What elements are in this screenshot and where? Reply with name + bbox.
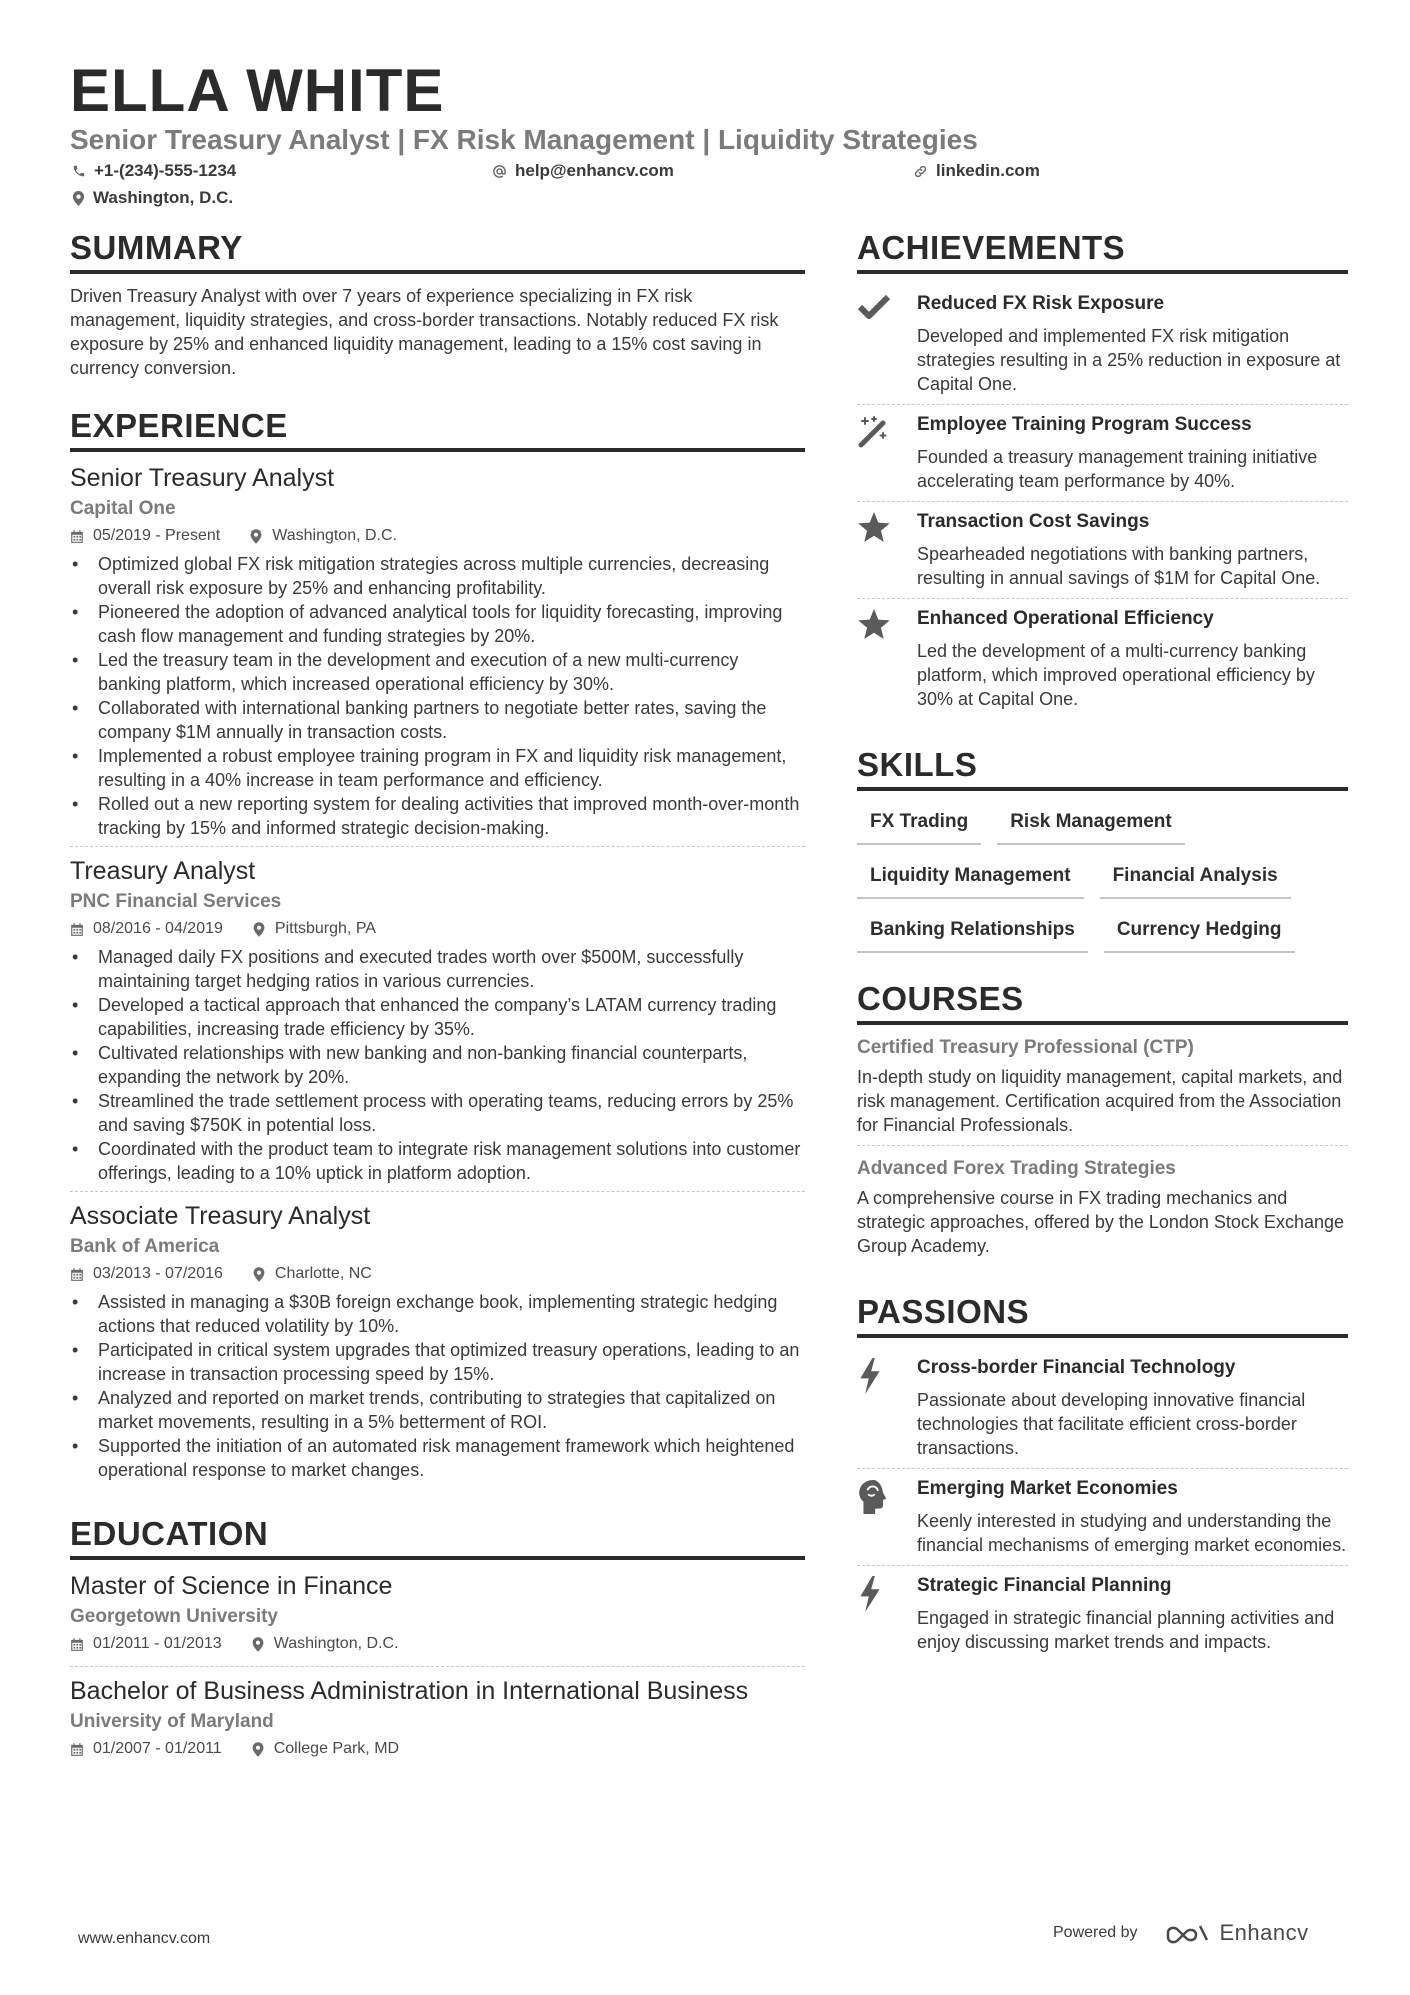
location-pin-icon bbox=[253, 1267, 265, 1282]
calendar-icon bbox=[70, 1637, 84, 1652]
at-icon bbox=[492, 164, 507, 179]
company-name: Bank of America bbox=[70, 1236, 220, 1257]
job-entry bbox=[70, 462, 805, 847]
bullet-item: • Developed a tactical approach that enhanced the company’s LATAM currency trading capabilities, increasing trade efficiency by 35%. bbox=[70, 993, 805, 1041]
achievement-desc: Spearheaded negotiations with banking partners, resulting in annual savings of $1M for Capital One. bbox=[917, 544, 1321, 588]
calendar-icon bbox=[70, 529, 84, 544]
education-dates: 01/2007 - 01/2011 bbox=[93, 1740, 222, 1757]
passions-section bbox=[857, 1292, 1348, 1662]
passion-desc: Passionate about developing innovative financial technologies that facilitate efficient cross-border transactions. bbox=[917, 1390, 1306, 1458]
courses-section bbox=[857, 979, 1348, 1266]
headline: Senior Treasury Analyst | FX Risk Management | Liquidity Strategies bbox=[70, 124, 978, 155]
job-location-text: Pittsburgh, PA bbox=[274, 920, 376, 937]
lightning-icon bbox=[857, 1576, 883, 1612]
skill-tag: Currency Hedging bbox=[1104, 911, 1295, 953]
school-name: Georgetown University bbox=[70, 1606, 278, 1627]
education-entry bbox=[70, 1675, 805, 1771]
job-location bbox=[253, 1263, 372, 1285]
company-name: PNC Financial Services bbox=[70, 891, 282, 912]
education-location-text: College Park, MD bbox=[273, 1740, 400, 1757]
achievement-item bbox=[857, 284, 1348, 405]
summary-title: SUMMARY bbox=[70, 228, 805, 274]
calendar-icon bbox=[70, 1267, 84, 1282]
powered-by-text: Powered by bbox=[1053, 1924, 1138, 1941]
job-bullets bbox=[70, 552, 805, 840]
achievement-title: Reduced FX Risk Exposure bbox=[917, 293, 1165, 314]
job-location bbox=[253, 918, 376, 940]
passion-item bbox=[857, 1348, 1348, 1469]
skill-tag: Banking Relationships bbox=[857, 911, 1088, 953]
skill-tag: Financial Analysis bbox=[1100, 857, 1291, 899]
achievement-item bbox=[857, 405, 1348, 502]
passion-title: Cross-border Financial Technology bbox=[917, 1357, 1236, 1378]
job-title: Associate Treasury Analyst bbox=[70, 1202, 371, 1230]
bullet-item: • Managed daily FX positions and executed trades worth over $500M, successfully maintaining target hedging ratios in various currencies. bbox=[70, 945, 805, 993]
calendar-icon bbox=[70, 1742, 84, 1757]
star-icon bbox=[857, 512, 891, 544]
job-dates: 08/2016 - 04/2019 bbox=[93, 920, 223, 937]
course-desc: A comprehensive course in FX trading mechanics and strategic approaches, offered by the London Stock Exchange Group Academy. bbox=[857, 1188, 1344, 1256]
job-entry bbox=[70, 1200, 805, 1488]
achievement-title: Transaction Cost Savings bbox=[917, 511, 1150, 532]
lightning-icon bbox=[857, 1358, 883, 1394]
brand-name: Enhancv bbox=[1219, 1920, 1309, 1945]
job-meta bbox=[70, 1263, 805, 1285]
star-icon bbox=[857, 609, 891, 641]
bullet-item: • Analyzed and reported on market trends, contributing to strategies that capitalized on market movements, resulting in a 5% betterment of ROI. bbox=[70, 1386, 805, 1434]
education-location bbox=[252, 1738, 399, 1760]
degree-title: Master of Science in Finance bbox=[70, 1572, 393, 1600]
contact-phone[interactable] bbox=[72, 160, 236, 182]
course-item bbox=[857, 1156, 1348, 1266]
passion-desc: Engaged in strategic financial planning activities and enjoy discussing market trends and impacts. bbox=[917, 1608, 1335, 1652]
link-icon bbox=[913, 164, 928, 179]
bullet-item: • Optimized global FX risk mitigation strategies across multiple currencies, decreasing overall risk exposure by 25% and enhancing profitability. bbox=[70, 552, 805, 600]
passion-title: Emerging Market Economies bbox=[917, 1478, 1178, 1499]
education-location bbox=[252, 1633, 399, 1655]
bullet-item: • Participated in critical system upgrades that optimized treasury operations, leading to an increase in transaction processing speed by 15%. bbox=[70, 1338, 805, 1386]
contact-email[interactable] bbox=[492, 160, 674, 182]
achievements-title: ACHIEVEMENTS bbox=[857, 228, 1348, 274]
right-column bbox=[857, 228, 1348, 1688]
job-location-text: Charlotte, NC bbox=[274, 1265, 372, 1282]
footer-website[interactable]: www.enhancv.com bbox=[78, 1930, 211, 1947]
location-pin-icon bbox=[253, 922, 265, 937]
enhancv-logo-icon bbox=[1164, 1921, 1210, 1945]
experience-title: EXPERIENCE bbox=[70, 406, 805, 452]
skill-tag: FX Trading bbox=[857, 803, 981, 845]
linkedin-text: linkedin.com bbox=[936, 161, 1040, 180]
job-dates: 05/2019 - Present bbox=[93, 527, 221, 544]
courses-title: COURSES bbox=[857, 979, 1348, 1025]
achievement-title: Employee Training Program Success bbox=[917, 414, 1252, 435]
location-pin-icon bbox=[250, 529, 262, 544]
location-pin-icon bbox=[72, 191, 85, 206]
passion-desc: Keenly interested in studying and understanding the financial mechanisms of emerging market economies. bbox=[917, 1511, 1347, 1555]
footer-branding[interactable] bbox=[1053, 1920, 1309, 1946]
head-brain-icon bbox=[857, 1479, 889, 1515]
job-location bbox=[250, 525, 397, 547]
bullet-item: • Assisted in managing a $30B foreign exchange book, implementing strategic hedging actions that reduced volatility by 10%. bbox=[70, 1290, 805, 1338]
job-dates: 03/2013 - 07/2016 bbox=[93, 1265, 223, 1282]
education-location-text: Washington, D.C. bbox=[273, 1635, 399, 1652]
passion-item bbox=[857, 1469, 1348, 1566]
job-entry bbox=[70, 855, 805, 1192]
achievement-title: Enhanced Operational Efficiency bbox=[917, 608, 1214, 629]
bullet-item: • Implemented a robust employee training program in FX and liquidity risk management, resulting in a 40% increase in team performance and efficiency. bbox=[70, 744, 805, 792]
job-title: Treasury Analyst bbox=[70, 857, 256, 885]
job-meta bbox=[70, 918, 805, 940]
location-pin-icon bbox=[252, 1637, 264, 1652]
course-title: Certified Treasury Professional (CTP) bbox=[857, 1037, 1194, 1058]
bullet-item: • Collaborated with international banking partners to negotiate better rates, saving the company $1M annually in transaction costs. bbox=[70, 696, 805, 744]
achievement-desc: Founded a treasury management training initiative accelerating team performance by 40%. bbox=[917, 447, 1318, 491]
education-dates: 01/2011 - 01/2013 bbox=[93, 1635, 222, 1652]
bullet-item: • Cultivated relationships with new banking and non-banking financial counterparts, expanding the network by 20%. bbox=[70, 1041, 805, 1089]
bullet-item: • Supported the initiation of an automated risk management framework which heightened operational response to market changes. bbox=[70, 1434, 805, 1482]
skills-section bbox=[857, 745, 1348, 953]
calendar-icon bbox=[70, 922, 84, 937]
skill-tag: Liquidity Management bbox=[857, 857, 1084, 899]
phone-icon bbox=[72, 164, 86, 178]
education-entry bbox=[70, 1570, 805, 1667]
contact-linkedin[interactable] bbox=[913, 160, 1040, 182]
education-meta bbox=[70, 1633, 805, 1655]
degree-title: Bachelor of Business Administration in International Business bbox=[70, 1677, 749, 1705]
education-title: EDUCATION bbox=[70, 1514, 805, 1560]
skills-title: SKILLS bbox=[857, 745, 1348, 791]
location-text: Washington, D.C. bbox=[93, 188, 234, 207]
email-text: help@enhancv.com bbox=[515, 161, 674, 180]
location-pin-icon bbox=[252, 1742, 264, 1757]
magic-wand-icon bbox=[857, 415, 891, 449]
experience-section bbox=[70, 406, 805, 1488]
summary-section bbox=[70, 228, 805, 380]
passion-item bbox=[857, 1566, 1348, 1662]
contact-location bbox=[72, 187, 233, 209]
course-title: Advanced Forex Trading Strategies bbox=[857, 1158, 1176, 1179]
achievement-desc: Developed and implemented FX risk mitigation strategies resulting in a 25% reduction in exposure at Capital One. bbox=[917, 326, 1341, 394]
achievement-item bbox=[857, 502, 1348, 599]
bullet-item: • Coordinated with the product team to integrate risk management solutions into customer offerings, leading to a 10% uptick in platform adoption. bbox=[70, 1137, 805, 1185]
check-icon bbox=[857, 294, 891, 320]
skills-list bbox=[857, 801, 1348, 953]
bullet-item: • Led the treasury team in the development and execution of a new multi-currency banking platform, which increased operational efficiency by 30%. bbox=[70, 648, 805, 696]
summary-text: Driven Treasury Analyst with over 7 years of experience specializing in FX risk management, liquidity strategies, and cross-border transactions. Notably reduced FX risk exposure by 25% and enhanced liquidity management, leading to a 15% cost saving in currency conversion. bbox=[70, 286, 779, 378]
education-meta bbox=[70, 1738, 805, 1760]
skill-tag: Risk Management bbox=[997, 803, 1185, 845]
school-name: University of Maryland bbox=[70, 1711, 274, 1732]
job-location-text: Washington, D.C. bbox=[272, 527, 397, 544]
job-bullets bbox=[70, 945, 805, 1185]
phone-text: +1-(234)-555-1234 bbox=[94, 161, 237, 180]
bullet-item: • Pioneered the adoption of advanced analytical tools for liquidity forecasting, improving cash flow management and funding strategies by 20%. bbox=[70, 600, 805, 648]
candidate-name: ELLA WHITE bbox=[70, 57, 445, 124]
achievements-section bbox=[857, 228, 1348, 719]
passions-title: PASSIONS bbox=[857, 1292, 1348, 1338]
course-desc: In-depth study on liquidity management, capital markets, and risk management. Certification acquired from the Association for Financial Professionals. bbox=[857, 1067, 1343, 1135]
education-section bbox=[70, 1514, 805, 1771]
passion-title: Strategic Financial Planning bbox=[917, 1575, 1172, 1596]
achievement-desc: Led the development of a multi-currency banking platform, which improved operational efficiency by 30% at Capital One. bbox=[917, 641, 1315, 709]
job-title: Senior Treasury Analyst bbox=[70, 464, 335, 492]
job-bullets bbox=[70, 1290, 805, 1482]
job-meta bbox=[70, 525, 805, 547]
bullet-item: • Rolled out a new reporting system for dealing activities that improved month-over-month tracking by 15% and informed strategic decision-making. bbox=[70, 792, 805, 840]
course-item bbox=[857, 1035, 1348, 1146]
bullet-item: • Streamlined the trade settlement process with operating teams, reducing errors by 25% and saving $750K in potential loss. bbox=[70, 1089, 805, 1137]
achievement-item bbox=[857, 599, 1348, 719]
left-column bbox=[70, 228, 805, 1797]
company-name: Capital One bbox=[70, 498, 176, 519]
